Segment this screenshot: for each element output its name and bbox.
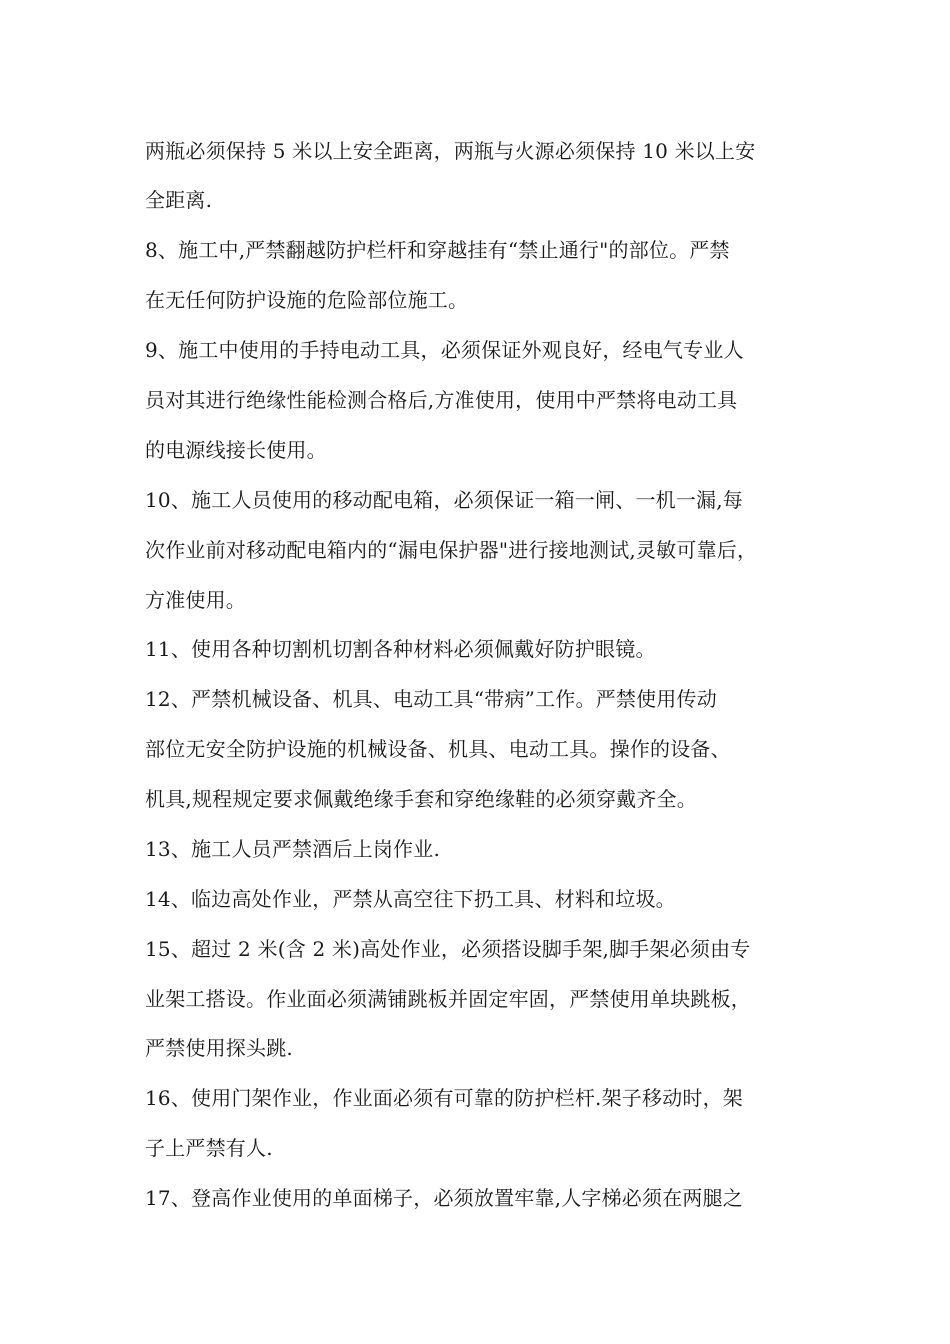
text-line: 方准使用。: [145, 588, 246, 612]
text-line: 全距离.: [145, 188, 213, 212]
text-line: 子上严禁有人.: [145, 1136, 273, 1160]
text-line: 16、使用门架作业，作业面必须有可靠的防护栏杆.架子移动时，架: [145, 1086, 744, 1110]
text-line: 8、施工中,严禁翻越防护栏杆和穿越挂有“禁止通行"的部位。严禁: [145, 238, 730, 262]
text-line: 机具,规程规定要求佩戴绝缘手套和穿绝缘鞋的必须穿戴齐全。: [145, 787, 697, 811]
text-line: 13、施工人员严禁酒后上岗作业.: [145, 837, 441, 861]
text-line: 12、严禁机械设备、机具、电动工具“带病”工作。严禁使用传动: [145, 687, 717, 711]
text-line: 17、登高作业使用的单面梯子，必须放置牢靠,人字梯必须在两腿之: [145, 1186, 744, 1210]
text-line: 的电源线接长使用。: [145, 438, 327, 462]
text-line: 14、临边高处作业，严禁从高空往下扔工具、材料和垃圾。: [145, 887, 676, 911]
text-line: 严禁使用探头跳.: [145, 1036, 293, 1060]
text-line: 部位无安全防护设施的机械设备、机具、电动工具。操作的设备、: [145, 737, 731, 761]
text-line: 11、使用各种切割机切割各种材料必须佩戴好防护眼镜。: [145, 637, 656, 661]
text-line: 业架工搭设。作业面必须满铺跳板并固定牢固，严禁使用单块跳板，: [145, 987, 751, 1011]
text-line: 员对其进行绝缘性能检测合格后,方准使用，使用中严禁将电动工具: [145, 388, 738, 412]
text-line: 次作业前对移动配电箱内的“漏电保护器"进行接地测试,灵敏可靠后，: [145, 538, 758, 562]
text-line: 9、施工中使用的手持电动工具，必须保证外观良好，经电气专业人: [145, 338, 744, 362]
text-line: 两瓶必须保持 5 米以上安全距离，两瓶与火源必须保持 10 米以上安: [145, 139, 756, 163]
text-line: 在无任何防护设施的危险部位施工。: [145, 288, 469, 312]
text-line: 10、施工人员使用的移动配电箱，必须保证一箱一闸、一机一漏,每: [145, 488, 744, 512]
text-line: 15、超过 2 米(含 2 米)高处作业，必须搭设脚手架,脚手架必须由专: [145, 937, 751, 961]
